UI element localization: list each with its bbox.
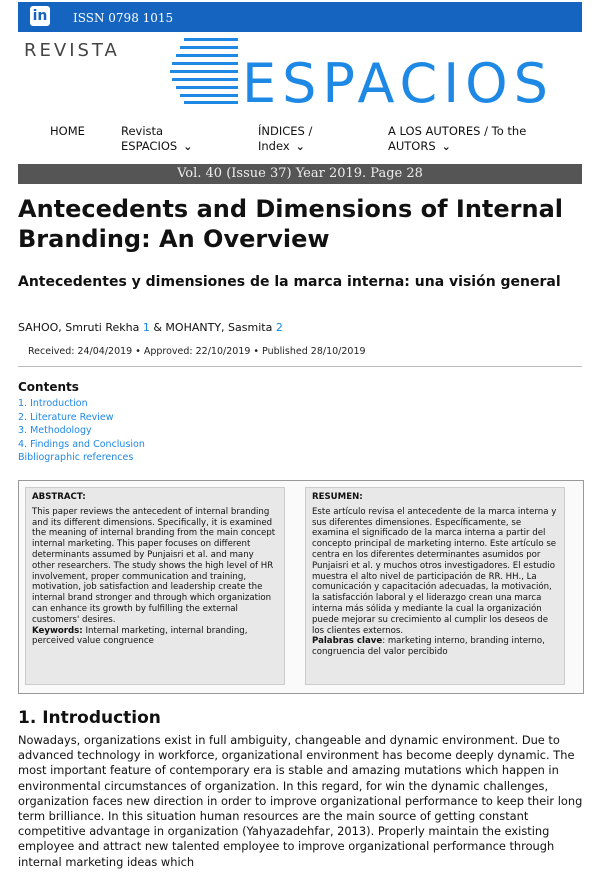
- nav-indices-label-1: ÍNDICES /: [258, 124, 313, 138]
- volume-bar: Vol. 40 (Issue 37) Year 2019. Page 28: [18, 164, 582, 184]
- author-1-affiliation-link[interactable]: 1: [142, 321, 150, 334]
- nav-autores[interactable]: [388, 124, 526, 154]
- chevron-down-icon: ⌄: [295, 140, 305, 153]
- nav-indices[interactable]: [258, 124, 312, 154]
- abstract-heading: ABSTRACT:: [32, 492, 86, 502]
- nav-revista-label-1: Revista: [121, 124, 164, 138]
- toc-link-introduction[interactable]: 1. Introduction: [18, 398, 88, 409]
- logo-revista-text: REVISTA: [24, 40, 120, 61]
- keywords-text: Internal marketing, internal branding, perceived value congruence: [32, 625, 248, 647]
- nav-revista-label-2: ESPACIOS: [121, 139, 178, 153]
- palabras-clave-text: : marketing interno, branding interno, congruencia del valor percibido: [312, 636, 545, 658]
- table-of-contents: [18, 397, 145, 465]
- nav-revista[interactable]: [121, 124, 192, 154]
- toc-link-findings[interactable]: 4. Findings and Conclusion: [18, 438, 145, 450]
- nav-autores-label-1: A LOS AUTORES / To the: [388, 124, 527, 138]
- introduction-paragraph: Nowadays, organizations exist in full ambiguity, changeable and dynamic environment. Due to advanced technology in workforce, organizational environment has become deeply dynamic. The most important feature of contemporary era is stable and amazing mutations which happen in environmental circumstances of organization. In this regard, for win the dynamic challenges, organization faces new direction in order to improve organizational performance to keep their long term brilliance. In this situation human resources are the main source of getting constant competitive advantage in organization (Yahyazadehfar, 2013). Properly maintain the existing employee and attract new talented employee to improve organizational performance through internal marketing ideas which: [18, 733, 583, 869]
- article-subtitle: Antecedentes y dimensiones de la marca interna: una visión general: [18, 274, 561, 290]
- palabras-clave-label: Palabras clave: [312, 636, 383, 647]
- linkedin-icon[interactable]: in: [30, 6, 50, 26]
- article-title: Antecedents and Dimensions of Internal Branding: An Overview: [18, 195, 564, 253]
- abstract-container: [18, 480, 584, 694]
- chevron-down-icon: ⌄: [183, 140, 193, 153]
- nav-home[interactable]: [50, 124, 85, 139]
- author-1: SAHOO, Smruti Rekha: [18, 321, 140, 334]
- logo-espacios-text: ESPACIOS: [242, 52, 554, 115]
- nav-indices-label-2: Index: [258, 139, 290, 153]
- top-bar: [18, 2, 582, 32]
- keywords-label: Keywords:: [32, 625, 83, 636]
- issn-label: ISSN 0798 1015: [73, 11, 174, 25]
- author-2-affiliation-link[interactable]: 2: [275, 321, 283, 334]
- resumen-text: Este artículo revisa el antecedente de la marca interna y sus diferentes dimensiones. Específicamente, se examina el significado de la marca interna a partir del concepto principal de marketing interno. Este artículo se centra en los diferentes determinantes asumidos por Punjaisri et al. y muchos otros investigadores. El estudio muestra el alto nivel de participación de RR. HH., La comunicación y capacitación adecuadas, la motivación, la satisfacción laboral y el liderazgo crean una marca interna más sólida y mediante la cual la organización puede mejorar su crecimiento al cumplir los deseos de los clientes externos.: [312, 506, 557, 636]
- nav-autores-label-2: AUTORS: [388, 139, 436, 153]
- resumen-box: [305, 487, 565, 685]
- abstract-box: [25, 487, 285, 685]
- toc-link-literature-review[interactable]: 2. Literature Review: [18, 411, 114, 423]
- nav-home-label: HOME: [50, 124, 85, 138]
- introduction-heading: 1. Introduction: [18, 708, 161, 728]
- abstract-text: This paper reviews the antecedent of internal branding and its different dimensions. Specifically, it is examined the meaning of internal branding from the main concept internal marketing. This paper focuses on different determinants assumed by Punjaisri et al. and many other researchers. The study shows the high level of HR involvement, proper communication and training, motivation, job satisfaction and leadership create the internal brand stronger and through which organization can enhance its growth by fulfilling the external customers' desires.: [32, 506, 276, 625]
- toc-link-methodology[interactable]: 3. Methodology: [18, 425, 92, 436]
- divider: [18, 366, 582, 367]
- logo-stripes-icon: [170, 38, 238, 104]
- authors-line: [18, 321, 283, 334]
- author-2: & MOHANTY, Sasmita: [153, 321, 273, 334]
- publication-dates: Received: 24/04/2019 • Approved: 22/10/2019 • Published 28/10/2019: [28, 346, 366, 357]
- contents-heading: Contents: [18, 380, 79, 394]
- toc-link-references[interactable]: Bibliographic references: [18, 452, 134, 463]
- main-nav: [18, 122, 582, 162]
- resumen-heading: RESUMEN:: [312, 492, 363, 502]
- chevron-down-icon: ⌄: [441, 140, 451, 153]
